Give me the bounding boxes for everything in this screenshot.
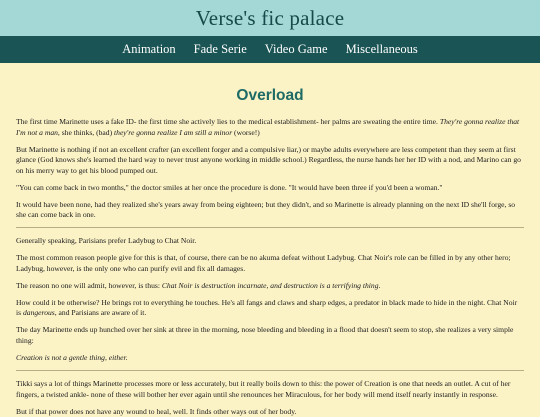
nav-video-game[interactable]: Video Game xyxy=(264,42,328,56)
paragraph-4: It would have been none, had they realized she's years away from being eighteen; but they didn't, and so Marinette is already planning on the next ID she'll forge, so she can come back in one. xyxy=(16,199,516,220)
story-content xyxy=(0,87,540,417)
paragraph-2: But Marinette is nothing if not an excellent crafter (an excellent forger and a compulsive liar,) or maybe adults everywhere are less competent than they seem at first glance (God knows she's learned the hard way to never trust anyone working in middle school.) Regardless, the nurse hands her her ID with a nod, and Marino can go on his merry way to get his blood pumped out. xyxy=(16,144,521,175)
paragraph-9: The day Marinette ends up hunched over her sink at three in the morning, nose bleeding and bleeding in a flood that doesn't seem to stop, she realizes a very simple thing: xyxy=(16,325,514,346)
paragraph-1: The first time Marinette uses a fake ID- the first time she actively lies to the medical establishment- her palms are sweating the entire time. They're gonna realize that I'm not a man, she thinks, (bad) they're gonna realize I am still a minor (worse!) xyxy=(16,117,520,137)
site-title[interactable]: Verse's fic palace xyxy=(195,5,345,30)
paragraph-6: The most common reason people give for this is that, of course, there can be no akuma defeat without Ladybug. Chat Noir's role can be filled in by any other hero; Ladybug, however, is the only one who can purify evil and fix all damages. xyxy=(16,253,511,273)
story-title: Overload xyxy=(236,87,304,104)
paragraph-3: "You can come back in two months," the doctor smiles at her once the procedure is done. "It would have been three if you'd been a woman." xyxy=(16,182,443,192)
paragraph-11: Tikki says a lot of things Marinette processes more or less accurately, but it really boils down to this: the power of Creation is one that needs an outlet. A cut of her fingers, a twisted ankle- none of these will bother her ever again until she renounces her Miraculous, for her body will mend itself nearly instantly in response. xyxy=(16,379,511,399)
paragraph-10: Creation is not a gentle thing, either. xyxy=(16,353,128,363)
paragraph-8: How could it be otherwise? He brings rot to everything he touches. He's all fangs and claws and sharp edges, a predator in black made to hide in the night. Chat Noir is dangerous, and Parisians are aware of it. xyxy=(16,297,518,318)
paragraph-7: The reason no one will admit, however, is thus: Chat Noir is destruction incarnate, and destruction is a terrifying thing. xyxy=(16,280,381,290)
section-divider xyxy=(16,370,524,371)
nav-miscellaneous[interactable]: Miscellaneous xyxy=(345,42,418,56)
section-divider xyxy=(16,227,524,228)
nav-fade-serie[interactable]: Fade Serie xyxy=(193,42,247,56)
main-nav xyxy=(0,36,540,63)
site-header xyxy=(0,0,540,36)
paragraph-5: Generally speaking, Parisians prefer Ladybug to Chat Noir. xyxy=(16,236,197,246)
nav-animation[interactable]: Animation xyxy=(122,42,176,56)
paragraph-12: But if that power does not have any wound to heal, well. It finds other ways out of her body. xyxy=(16,406,297,416)
